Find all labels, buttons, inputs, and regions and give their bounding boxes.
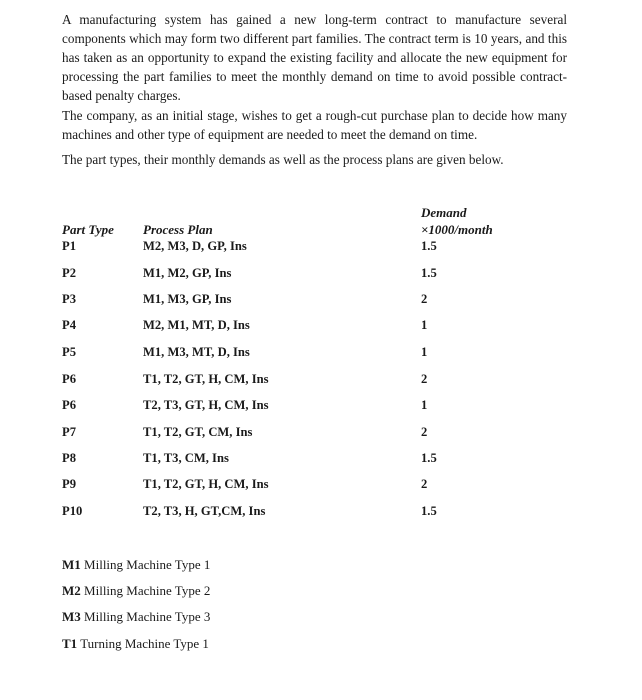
legend-description: Turning Machine Type 1 bbox=[80, 636, 209, 651]
legend-description: Milling Machine Type 3 bbox=[84, 609, 211, 624]
intro-paragraph: A manufacturing system has gained a new long-term contract to manufacture several components which may form two different part families. The contract term is 10 years, and this has taken as an opportunity to expand the existing facility and allocate the new equipment for processing the part families to meet the monthly demand on time to avoid possible contract-based penalty charges. bbox=[62, 12, 567, 103]
part-type-header: Part Type bbox=[62, 222, 114, 237]
process-plan-cell: T1, T2, GT, H, CM, Ins bbox=[143, 477, 269, 491]
demand-unit-header: ×1000/month bbox=[421, 222, 493, 237]
legend-code: M1 bbox=[62, 557, 81, 572]
part-type-cell: P4 bbox=[62, 318, 76, 332]
demand-header: Demand bbox=[421, 205, 467, 220]
part-type-cell: P9 bbox=[62, 477, 76, 491]
part-type-cell: P6 bbox=[62, 372, 76, 386]
company-paragraph: The company, as an initial stage, wishes to get a rough-cut purchase plan to decide how many machines and other type of equipment are needed to meet the demand on time. bbox=[62, 108, 567, 142]
process-plan-header: Process Plan bbox=[143, 222, 213, 237]
process-plan-cell: T1, T3, CM, Ins bbox=[143, 451, 229, 465]
demand-cell: 1.5 bbox=[421, 504, 437, 518]
demand-cell: 1 bbox=[421, 318, 428, 332]
process-plan-cell: M2, M1, MT, D, Ins bbox=[143, 318, 250, 332]
legend-code: M3 bbox=[62, 609, 81, 624]
demand-cell: 2 bbox=[421, 425, 428, 439]
part-type-cell: P7 bbox=[62, 425, 76, 439]
legend-code: M2 bbox=[62, 583, 81, 598]
part-type-cell: P3 bbox=[62, 292, 76, 306]
process-plan-cell: T2, T3, GT, H, CM, Ins bbox=[143, 398, 269, 412]
demand-cell: 1 bbox=[421, 345, 428, 359]
process-plan-cell: M2, M3, D, GP, Ins bbox=[143, 239, 247, 253]
legend-code: T1 bbox=[62, 636, 78, 651]
part-type-cell: P1 bbox=[62, 239, 76, 253]
legend-description: Milling Machine Type 2 bbox=[84, 583, 211, 598]
part-type-cell: P6 bbox=[62, 398, 76, 412]
legend-item bbox=[62, 636, 209, 652]
legend-item bbox=[62, 609, 210, 625]
legend-description: Milling Machine Type 1 bbox=[84, 557, 211, 572]
demand-cell: 1 bbox=[421, 398, 428, 412]
process-plan-cell: M1, M3, MT, D, Ins bbox=[143, 345, 250, 359]
demand-cell: 2 bbox=[421, 372, 428, 386]
process-plan-cell: T1, T2, GT, CM, Ins bbox=[143, 425, 253, 439]
part-type-cell: P2 bbox=[62, 266, 76, 280]
part-type-cell: P8 bbox=[62, 451, 76, 465]
part-type-cell: P10 bbox=[62, 504, 83, 518]
part-types-paragraph: The part types, their monthly demands as well as the process plans are given below. bbox=[62, 152, 504, 167]
process-plan-cell: M1, M2, GP, Ins bbox=[143, 266, 232, 280]
part-type-cell: P5 bbox=[62, 345, 76, 359]
demand-cell: 2 bbox=[421, 292, 428, 306]
demand-cell: 1.5 bbox=[421, 266, 437, 280]
process-plan-cell: T1, T2, GT, H, CM, Ins bbox=[143, 372, 269, 386]
process-plan-cell: T2, T3, H, GT,CM, Ins bbox=[143, 504, 266, 518]
process-plan-cell: M1, M3, GP, Ins bbox=[143, 292, 232, 306]
legend-item bbox=[62, 557, 210, 573]
demand-cell: 1.5 bbox=[421, 239, 437, 253]
demand-cell: 1.5 bbox=[421, 451, 437, 465]
legend-item bbox=[62, 583, 210, 599]
demand-cell: 2 bbox=[421, 477, 428, 491]
